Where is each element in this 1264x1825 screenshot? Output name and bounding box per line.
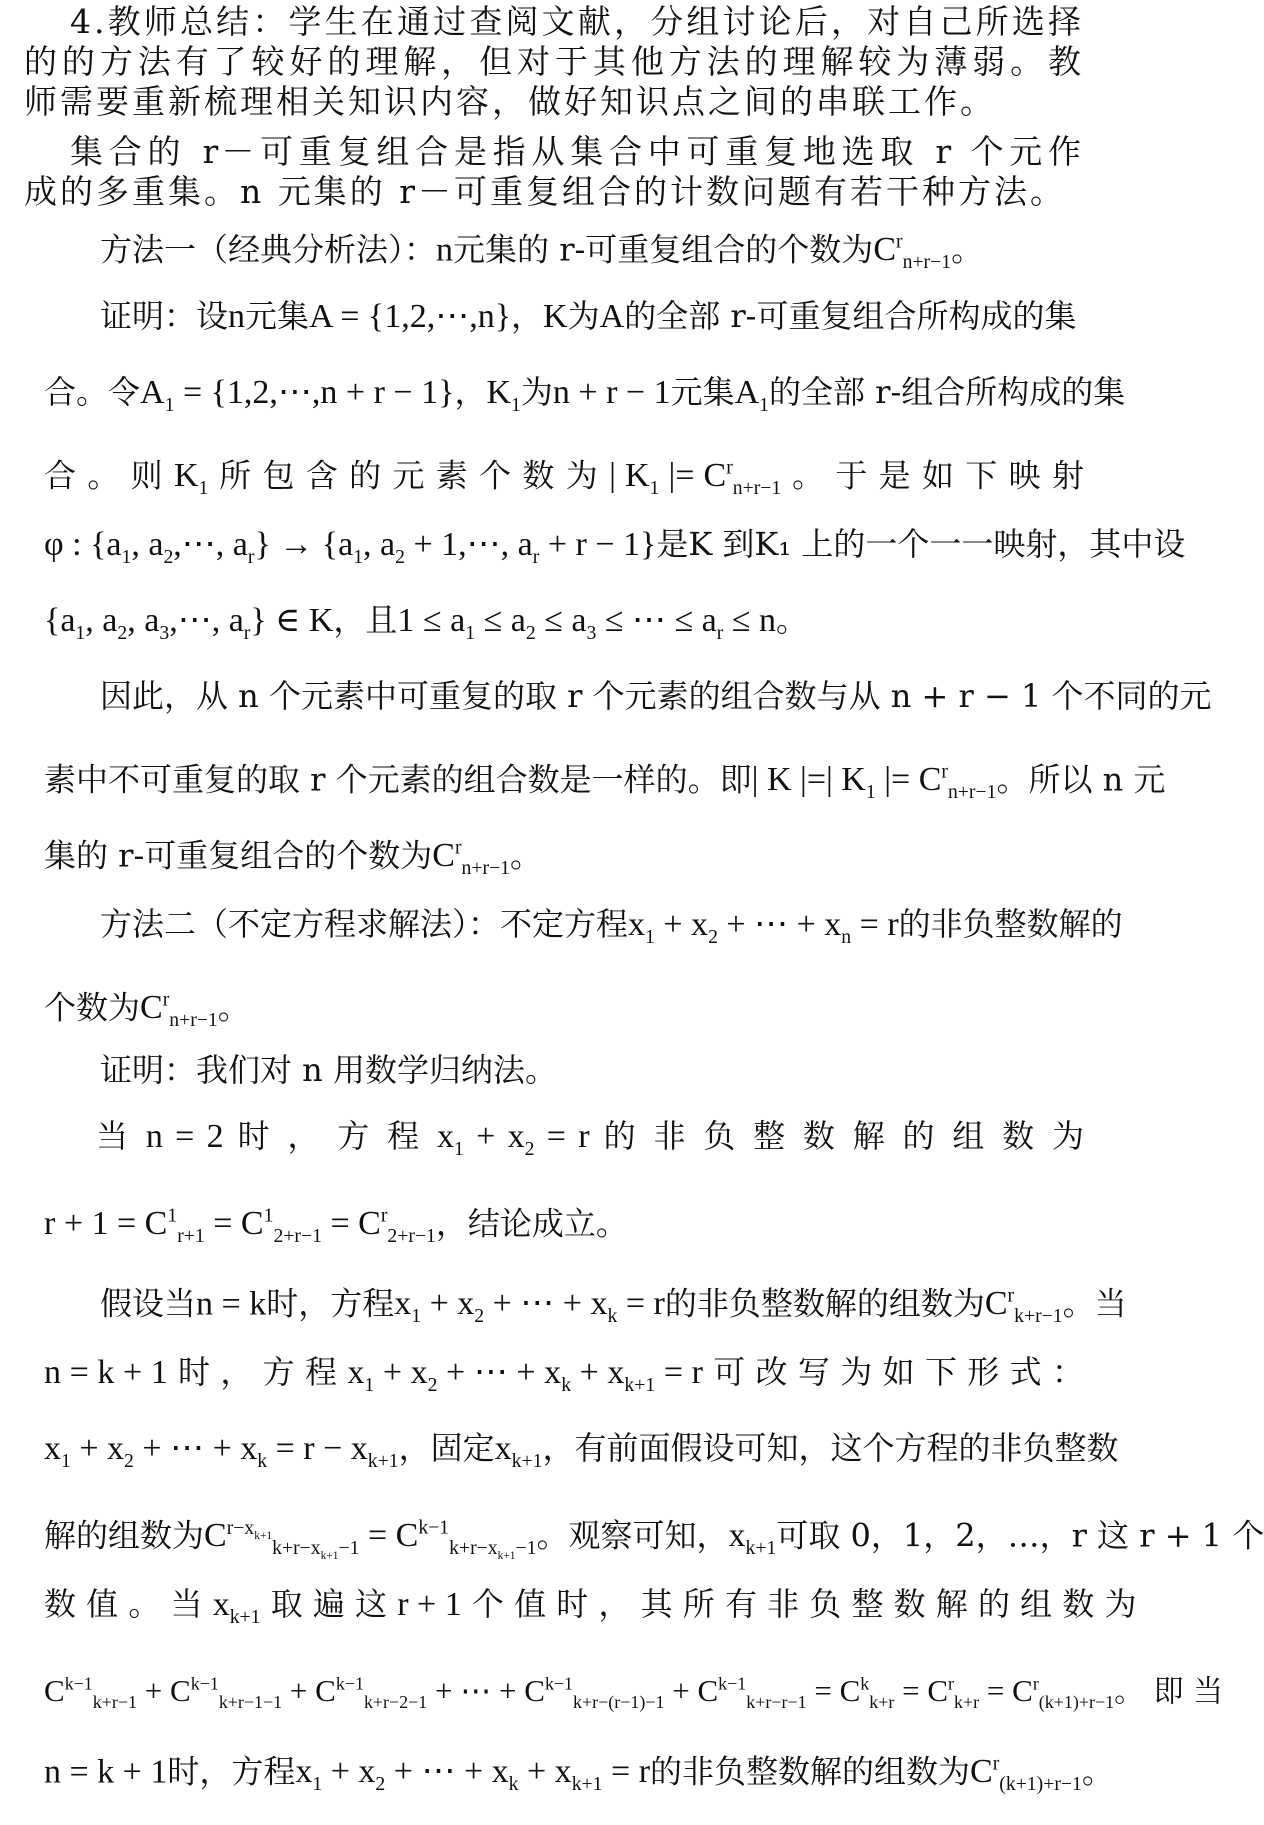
method1-proof-line-2: 合。令$A_1$ = {1,2,⋯,n + r − 1}，$K_1$为n + r − 1元集$A_1$的全部 r-组合所构成的集: [44, 373, 1126, 416]
method2-values-line: 数 值 。 当 $x_{k+1}$ 取 遍 这 r + 1 个 值 时 ， 其 所 有 非 负 整 数 解 的 组 数 为: [44, 1585, 1137, 1628]
method2-base-line-1: 当 n = 2 时 ， 方 程 $x_1 + x_2 = r$ 的 非 负 整 数 解 的 组 数 为: [96, 1117, 1084, 1160]
method2-solutions-line: 解的组数为$C^{r-x_{k+1}}_{k+r-x_{k+1}-1} = C^{k-1}_{k+r-x_{k+1}-1}$。观察可知，$x_{k+1}$可取 0，1，2，…，r 这 r + 1 个: [44, 1516, 1264, 1563]
intro-line-1: 集合的 r－可重复组合是指从集合中可重复地选取 r 个元作: [70, 132, 1084, 171]
intro-line-2: 成的多重集。n 元集的 r－可重复组合的计数问题有若干种方法。: [24, 172, 1067, 211]
summary-line-3: 师需要重新梳理相关知识内容，做好知识点之间的串联工作。: [24, 82, 996, 121]
method2-title-line: 方法二（不定方程求解法）：不定方程$x_1 + x_2$ + ⋯ + $x_n = r$的非负整数解的: [100, 905, 1123, 948]
method1-proof-line-5: {$a_1$, $a_2$, $a_3,\cdots$, $a_r$} ∈ K，且$1 \le a_1 \le a_2 \le a_3$ ≤ ⋯ ≤ $a_r \le n$。: [44, 601, 808, 644]
summary-line-2: 的的方法有了较好的理解，但对于其他方法的理解较为薄弱。教: [24, 42, 1084, 81]
method1-title: 方法一（经典分析法）：: [100, 230, 437, 269]
method1-proof-line-1: 证明：设n元集A = {1,2,⋯,n}，K为A的全部 r-可重复组合所构成的集: [100, 297, 1077, 335]
method1-proof-line-3: 合 。 则 $K_1$ 所 包 含 的 元 素 个 数 为 | $K_1$ |= $C^r_{n+r-1}$ 。 于 是 如 下 映 射: [44, 456, 1084, 500]
method2-fix-line: $x_1 + x_2$ + ⋯ + $x_k = r - x_{k+1}$，固定$x_{k+1}$，有前面假设可知，这个方程的非负整数: [44, 1429, 1119, 1472]
summary-line-1: 4.教师总结：学生在通过查阅文献，分组讨论后，对自己所选择: [70, 2, 1084, 41]
method2-step-line: n = k + 1 时 ， 方 程 $x_1 + x_2$ + ⋯ + $x_k + x_{k+1} = r$ 可 改 写 为 如 下 形 式 ：: [44, 1353, 1084, 1396]
method2-statement-line-2: 个数为$C^r_{n+r-1}$。: [44, 988, 250, 1032]
method1-conclusion-line-1: 因此，从 n 个元素中可重复的取 r 个元素的组合数与从 n + r − 1 个不同的元: [100, 677, 1212, 715]
method1-statement: 元集的 r-可重复组合的个数为: [453, 230, 874, 269]
method1-proof-line-4: φ : {$a_1$, $a_2,\cdots$, $a_r\} \to \{a_1$, $a_2$ + 1,⋯, $a_r + r - 1$}是K 到K₁ 上的一个一一映射，其中设: [44, 525, 1186, 568]
method1-conclusion-line-2: 素中不可重复的取 r 个元素的组合数是一样的。即| K |=| $K_1$ |= $C^r_{n+r-1}$。所以 n 元: [44, 760, 1166, 804]
method1-title-line: 方法一（经典分析法）：n元集的 r-可重复组合的个数为$C^r_{n+r-1}$。: [100, 230, 984, 274]
method1-conclusion-line-3: 集的 r-可重复组合的个数为$C^r_{n+r-1}$。: [44, 836, 543, 880]
method2-proof-line: 证明：我们对 n 用数学归纳法。: [100, 1051, 557, 1089]
method2-sum-line: $C^{k-1}_{k+r-1} + C^{k-1}_{k+r-1-1} + C^{k-1}_{k+r-2-1}$ + ⋯ + $C^{k-1}_{k+r-(r-1)-1} + C^{k-1}_{k+r-r-1} = C^k_{k+r} = C^r_{k+r} = C^r_{(k+1)+r-1}$。 即 当: [44, 1673, 1224, 1713]
method2-hypothesis-line: 假设当n = k时，方程$x_1 + x_2$ + ⋯ + $x_k = r$的非负整数解的组数为$C^r_{k+r-1}$。当: [100, 1284, 1127, 1328]
method2-final-line: n = k + 1时，方程$x_1 + x_2$ + ⋯ + $x_k + x_{k+1} = r$的非负整数解的组数为$C^r_{(k+1)+r-1}$。: [44, 1752, 1114, 1796]
method2-base-line-2: $r + 1 = C^1_{r+1} = C^1_{2+r-1} = C^r_{2+r-1}$，结论成立。: [44, 1204, 628, 1248]
